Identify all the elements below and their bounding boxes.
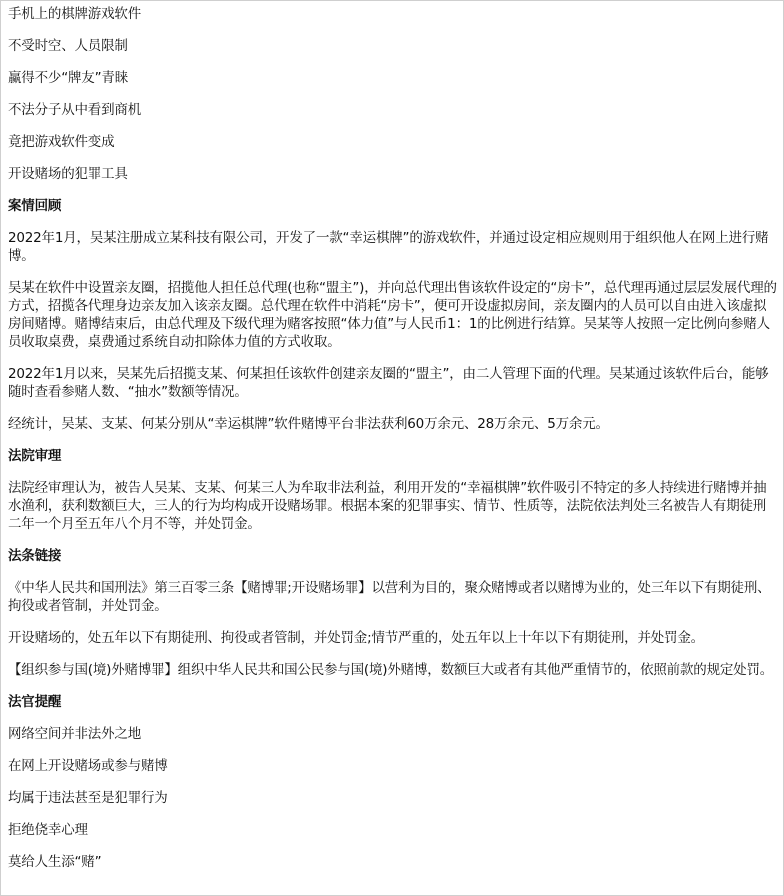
law-link-paragraph: 开设赌场的，处五年以下有期徒刑、拘役或者管制，并处罚金;情节严重的，处五年以上十年以下有期徒刑，并处罚金。 [8, 630, 704, 646]
section-heading-case-review: 案情回顾 [8, 198, 62, 214]
intro-line: 不法分子从中看到商机 [8, 102, 141, 118]
intro-line: 竟把游戏软件变成 [8, 134, 115, 150]
court-trial-paragraph: 法院经审理认为，被告人吴某、支某、何某三人为牟取非法利益，利用开发的“幸福棋牌”软件吸引不特定的多人持续进行赌博并抽水渔利，获利数额巨大，三人的行为均构成开设赌场罪。根据本案的犯罪事实、情节、性质等，法院依法判处三名被告人有期徒刑二年一个月至五年八个月不等，并处罚金。 [8, 480, 767, 532]
judge-reminder-line: 均属于违法甚至是犯罪行为 [8, 790, 168, 806]
case-review-paragraph: 吴某在软件中设置亲友圈，招揽他人担任总代理(也称“盟主”)，并向总代理出售该软件设定的“房卡”，总代理再通过层层发展代理的方式，招揽各代理身边亲友加入该亲友圈。总代理在软件中消耗“房卡”，便可开设虚拟房间，亲友圈内的人员可以自由进入该虚拟房间赌博。赌博结束后，由总代理及下级代理为赌客按照“体力值”与人民币1：1的比例进行结算。吴某等人按照一定比例向参赌人员收取桌费，桌费通过系统自动扣除体力值的方式收取。 [8, 280, 777, 350]
judge-reminder-line: 拒绝侥幸心理 [8, 822, 88, 838]
case-review-paragraph: 2022年1月，吴某注册成立某科技有限公司，开发了一款“幸运棋牌”的游戏软件，并通过设定相应规则用于组织他人在网上进行赌博。 [8, 230, 769, 264]
law-link-paragraph: 【组织参与国(境)外赌博罪】组织中华人民共和国公民参与国(境)外赌博，数额巨大或者有其他严重情节的，依照前款的规定处罚。 [8, 662, 774, 678]
intro-line: 赢得不少“牌友”青睐 [8, 70, 128, 86]
intro-line: 不受时空、人员限制 [8, 38, 128, 54]
section-heading-law-link: 法条链接 [8, 548, 62, 564]
judge-reminder-line: 莫给人生添“赌” [8, 854, 102, 870]
case-review-paragraph: 经统计，吴某、支某、何某分别从“幸运棋牌”软件赌博平台非法获利60万余元、28万余元、5万余元。 [8, 416, 609, 432]
law-link-paragraph: 《中华人民共和国刑法》第三百零三条【赌博罪;开设赌场罪】以营利为目的，聚众赌博或者以赌博为业的，处三年以下有期徒刑、拘役或者管制，并处罚金。 [8, 580, 771, 614]
section-heading-judge-reminder: 法官提醒 [8, 694, 62, 710]
case-review-paragraph: 2022年1月以来，吴某先后招揽支某、何某担任该软件创建亲友圈的“盟主”，由二人管理下面的代理。吴某通过该软件后台，能够随时查看参赌人数、“抽水”数额等情况。 [8, 366, 769, 400]
judge-reminder-line: 在网上开设赌场或参与赌博 [8, 758, 168, 774]
intro-line: 开设赌场的犯罪工具 [8, 166, 128, 182]
judge-reminder-line: 网络空间并非法外之地 [8, 726, 141, 742]
section-heading-court-trial: 法院审理 [8, 448, 62, 464]
intro-line: 手机上的棋牌游戏软件 [8, 6, 141, 22]
